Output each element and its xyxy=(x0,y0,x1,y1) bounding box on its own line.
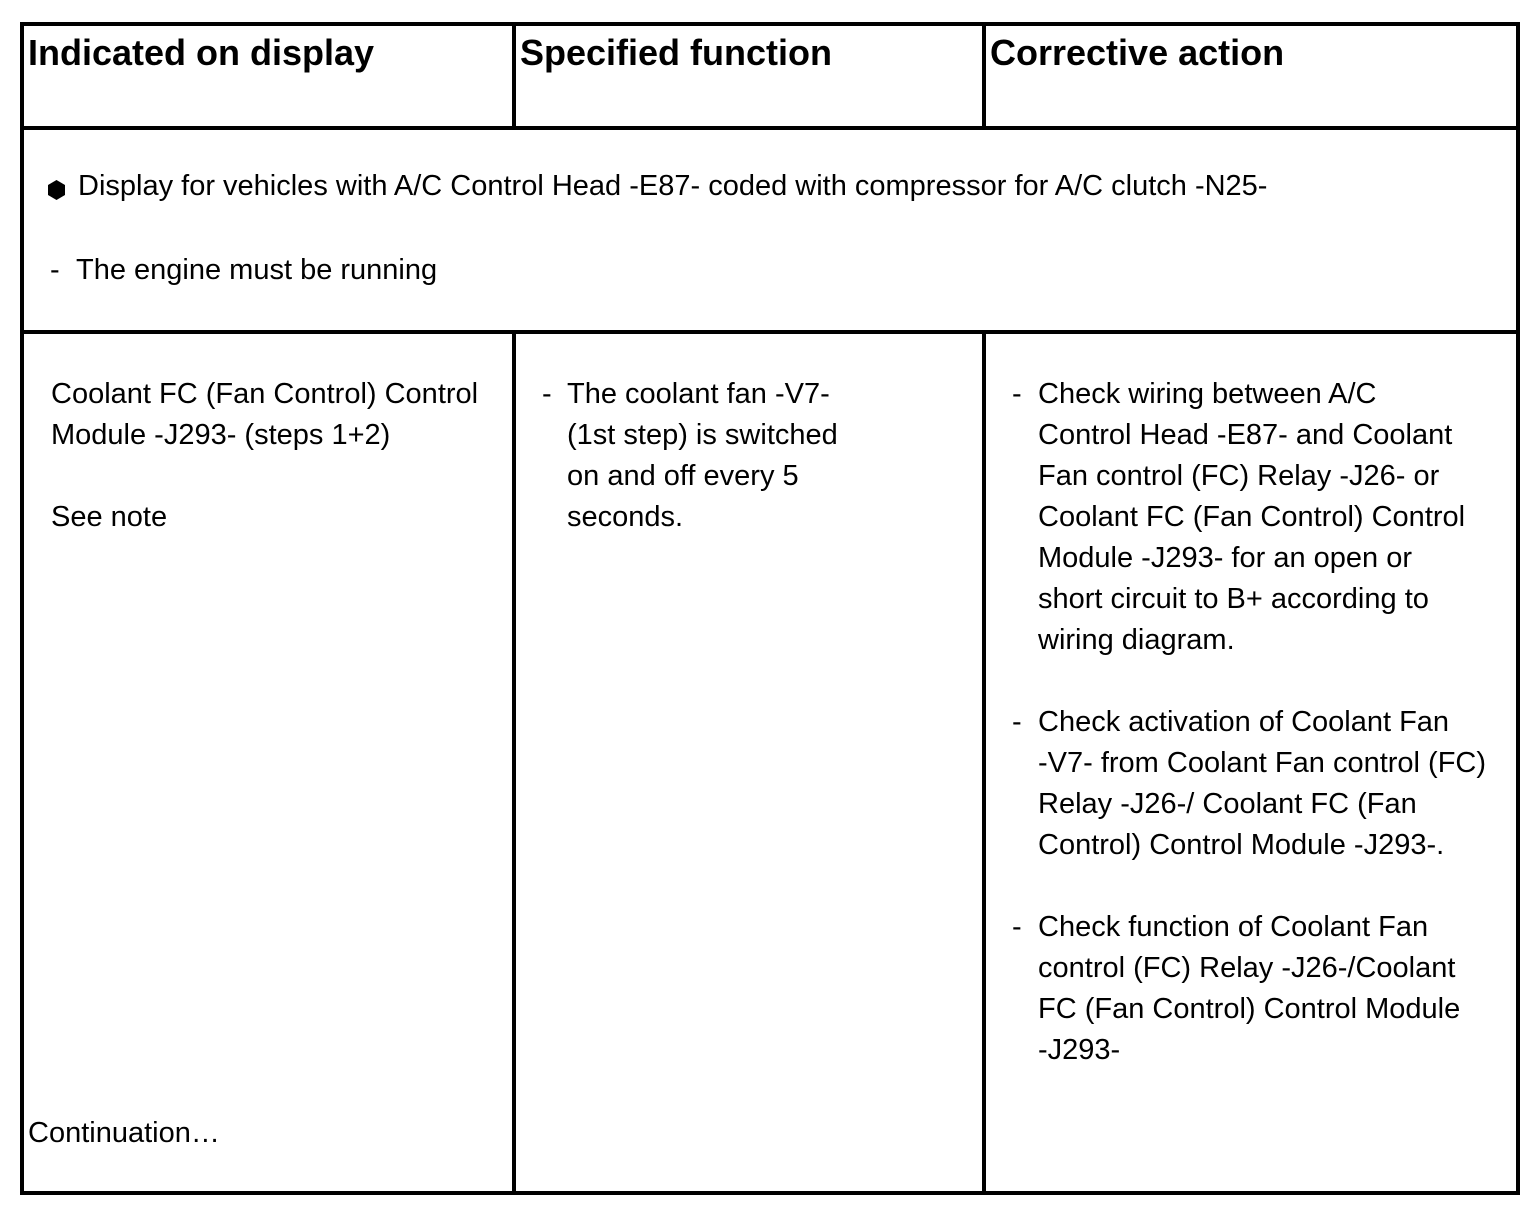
corrective-line: control (FC) Relay -J26-/Coolant xyxy=(1038,952,1456,984)
condition-divider xyxy=(24,330,1516,334)
header-indicated-on-display: Indicated on display xyxy=(28,32,375,73)
specified-dash-marker: - xyxy=(542,378,552,410)
corrective-line: short circuit to B+ according to xyxy=(1038,583,1429,615)
indicated-line: Module -J293- (steps 1+2) xyxy=(51,419,391,451)
corrective-dash-marker: - xyxy=(1012,378,1022,410)
body-col-divider-1 xyxy=(512,334,516,1191)
corrective-line: Module -J293- for an open or xyxy=(1038,542,1412,574)
body-col-divider-2 xyxy=(982,334,986,1191)
header-corrective-action: Corrective action xyxy=(990,32,1285,73)
specified-line: on and off every 5 xyxy=(567,460,799,492)
header-col-divider-2 xyxy=(982,26,986,126)
corrective-line: wiring diagram. xyxy=(1038,624,1235,656)
indicated-line: Coolant FC (Fan Control) Control xyxy=(51,378,479,410)
corrective-line: Check wiring between A/C xyxy=(1038,378,1377,410)
dash-marker: - xyxy=(50,254,60,286)
corrective-line: Control Head -E87- and Coolant xyxy=(1038,419,1453,451)
condition-bullet-text: Display for vehicles with A/C Control Head -E87- coded with compressor for A/C clutch -N25- xyxy=(78,170,1268,202)
specified-line: The coolant fan -V7- xyxy=(567,378,830,410)
corrective-line: FC (Fan Control) Control Module xyxy=(1038,993,1461,1025)
corrective-item-function xyxy=(1038,907,1460,1071)
corrective-line: Fan control (FC) Relay -J26- or xyxy=(1038,460,1440,492)
header-col-divider-1 xyxy=(512,26,516,126)
header-specified-function: Specified function xyxy=(520,32,833,73)
corrective-line: Check activation of Coolant Fan xyxy=(1038,706,1450,738)
corrective-item-activation xyxy=(1038,702,1486,866)
corrective-line: Check function of Coolant Fan xyxy=(1038,911,1429,943)
diagnostic-table xyxy=(20,22,1520,1195)
corrective-line: Control) Control Module -J293-. xyxy=(1038,829,1445,861)
specified-cell xyxy=(567,374,838,538)
diamond-bullet-icon xyxy=(48,180,65,200)
continuation-text: Continuation… xyxy=(28,1117,220,1149)
corrective-dash-marker: - xyxy=(1012,911,1022,943)
condition-dash-text: The engine must be running xyxy=(76,254,438,286)
specified-line: seconds. xyxy=(567,501,684,533)
corrective-dash-marker: - xyxy=(1012,706,1022,738)
corrective-line: -V7- from Coolant Fan control (FC) xyxy=(1038,747,1487,779)
condition-dash-item xyxy=(50,250,437,291)
specified-line: (1st step) is switched xyxy=(567,419,838,451)
corrective-line: Coolant FC (Fan Control) Control xyxy=(1038,501,1466,533)
indicated-cell xyxy=(51,374,478,538)
corrective-item-wiring xyxy=(1038,374,1465,661)
header-divider xyxy=(24,126,1516,130)
corrective-line: -J293- xyxy=(1038,1034,1121,1066)
corrective-line: Relay -J26-/ Coolant FC (Fan xyxy=(1038,788,1417,820)
see-note-text: See note xyxy=(51,501,168,533)
